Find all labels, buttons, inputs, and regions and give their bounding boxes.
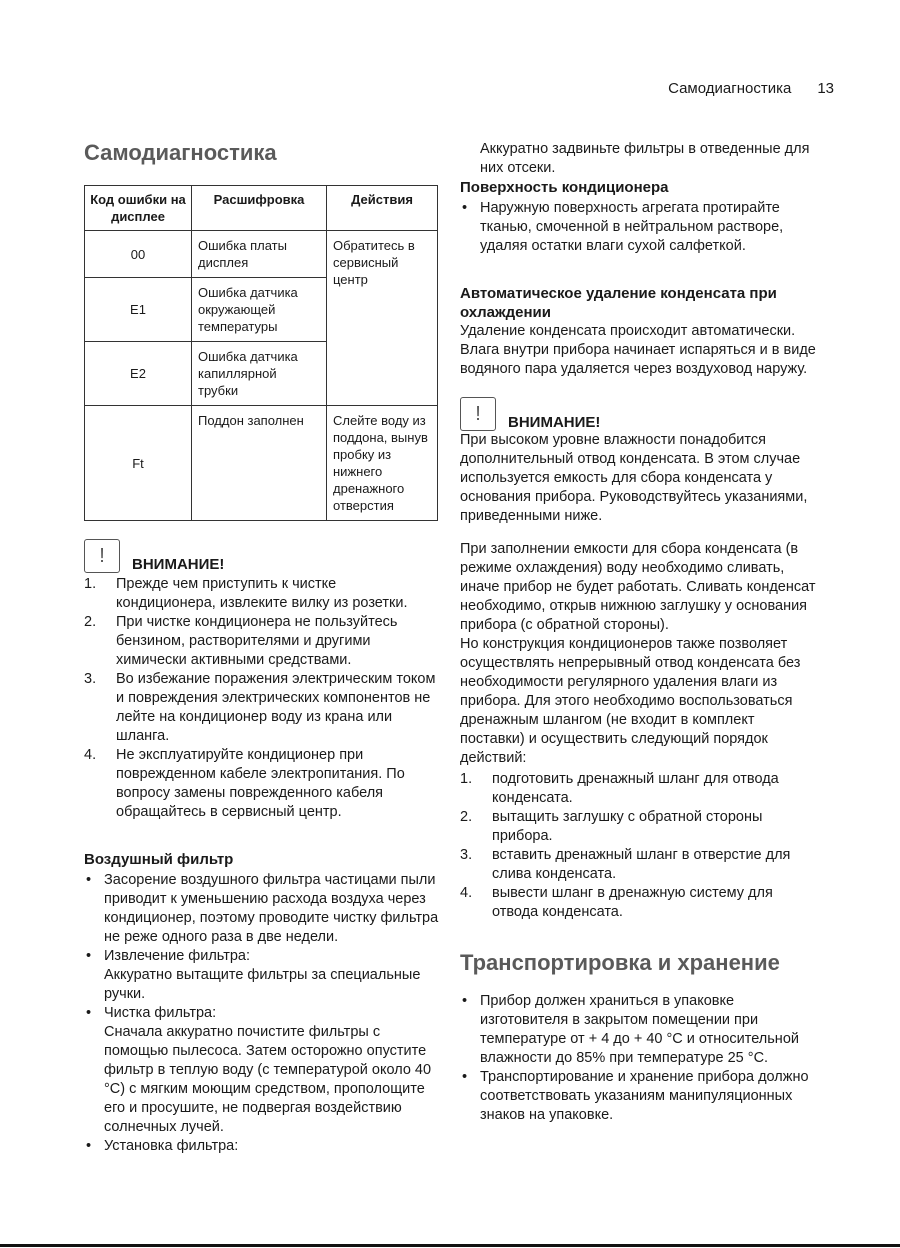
drain-steps-list <box>460 770 820 922</box>
list-item: • Установка фильтра: <box>86 1138 239 1154</box>
bullet-icon: • <box>86 1138 92 1154</box>
list-item: • Наружную поверхность агрегата протирайте тканью, смоченной в нейтральном растворе, удаляя остатки влаги сухой салфеткой. <box>462 200 784 254</box>
error-description: Ошибка датчика окружающей температуры <box>192 278 327 342</box>
page-number: 13 <box>817 80 834 97</box>
surface-title: Поверхность кондиционера <box>460 179 669 196</box>
section-title-self-diagnostics: Самодиагностика <box>84 140 277 165</box>
column-header-actions: Действия <box>327 186 438 231</box>
warning-heading <box>460 397 820 431</box>
filter-install-text: Аккуратно задвиньте фильтры в отведенные для них отсеки. <box>480 141 810 176</box>
bullet-icon: • <box>86 872 92 888</box>
error-description: Ошибка датчика капиллярной трубки <box>192 342 327 406</box>
condensate-title: Автоматическое удаление конденсата при охлаждении <box>460 285 777 321</box>
list-item: 3. вставить дренажный шланг в отверстие для слива конденсата. <box>460 847 791 882</box>
list-item: 3. Во избежание поражения электрическим током и повреждения электрических компонентов не лейте на кондиционер воду из крана или шланга. <box>84 671 436 744</box>
table-header-row <box>85 186 438 231</box>
surface-list <box>460 199 820 256</box>
left-column <box>84 140 440 1156</box>
list-item: 1. подготовить дренажный шланг для отвода конденсата. <box>460 771 779 806</box>
column-header-code: Код ошибки на дисплее <box>85 186 192 231</box>
bullet-icon: • <box>462 993 468 1009</box>
section-title-transport: Транспортировка и хранение <box>460 950 780 975</box>
error-action: Обратитесь в сервисный центр <box>327 231 438 406</box>
bullet-icon: • <box>462 1069 468 1085</box>
list-item: 4. Не эксплуатируйте кондиционер при поврежденном кабеле электропитания. По вопросу замены поврежденного кабеля обращайтесь в сервисный центр. <box>84 747 405 820</box>
table-row <box>85 406 438 521</box>
warning-heading <box>84 539 440 573</box>
warning-title: ВНИМАНИЕ! <box>508 414 601 431</box>
exclamation-box-icon: ! <box>84 539 120 573</box>
bottom-rule <box>0 1244 900 1247</box>
warning-list <box>84 575 440 822</box>
paragraph: При заполнении емкости для сбора конденсата (в режиме охлаждения) воду необходимо сливать, иначе прибор не будет работать. Сливать конденсат необходимо, открыв нижнюю заглушку у основания прибора (с обратной стороны). <box>460 541 816 633</box>
table-row <box>85 231 438 278</box>
list-item: 4. вывести шланг в дренажную систему для отвода конденсата. <box>460 885 773 920</box>
header-section: Самодиагностика <box>668 80 792 97</box>
error-code: 00 <box>85 231 192 278</box>
warning-text: При высоком уровне влажности понадобится дополнительный отвод конденсата. В этом случае используется емкость для сбора конденсата у основания прибора. Руководствуйтесь указаниями, приведенными ниже. <box>460 432 808 524</box>
error-description: Поддон заполнен <box>192 406 327 521</box>
error-code-table <box>84 185 438 521</box>
list-item: 2. При чистке кондиционера не пользуйтесь бензином, растворителями и другими химически активными средствами. <box>84 614 398 668</box>
column-header-description: Расшифровка <box>192 186 327 231</box>
paragraph: Но конструкция кондиционеров также позволяет осуществлять непрерывный отвод конденсата без необходимости регулярного удаления влаги из прибора. Для этого необходимо воспользоваться дренажным шлангом (не входит в комплект поставки) и осуществить следующий порядок действий: <box>460 636 801 766</box>
list-item: • Чистка фильтра: Сначала аккуратно почистите фильтры с помощью пылесоса. Затем осторожно опустите фильтр в теплую воду (с температурой около 40 °C) с мягким моющим средством, прополощите его и просушите, не подвергая воздействию солнечных лучей. <box>86 1005 432 1135</box>
running-header <box>668 80 834 97</box>
condensate-text: Удаление конденсата происходит автоматически. Влага внутри прибора начинает испаряться и в виде водяного пара удаляется через воздуховод наружу. <box>460 323 816 377</box>
error-action: Слейте воду из поддона, вынув пробку из нижнего дренажного отверстия <box>327 406 438 521</box>
list-item: • Извлечение фильтра: Аккуратно вытащите фильтры за специальные ручки. <box>86 948 421 1002</box>
air-filter-title: Воздушный фильтр <box>84 851 234 868</box>
list-item: • Засорение воздушного фильтра частицами пыли приводит к уменьшению расхода воздуха через кондиционер, поэтому проводите чистку фильтра не реже одного раза в две недели. <box>86 872 439 945</box>
air-filter-list <box>84 871 440 1156</box>
error-code: E1 <box>85 278 192 342</box>
bullet-icon: • <box>86 1005 92 1021</box>
list-item: • Транспортирование и хранение прибора должно соответствовать указаниям манипуляционных знаков на упаковке. <box>462 1069 809 1123</box>
bullet-icon: • <box>86 948 92 964</box>
right-column <box>460 140 820 1125</box>
error-description: Ошибка платы дисплея <box>192 231 327 278</box>
list-item: 1. Прежде чем приступить к чистке кондиционера, извлеките вилку из розетки. <box>84 576 408 611</box>
bullet-icon: • <box>462 200 468 216</box>
list-item: 2. вытащить заглушку с обратной стороны прибора. <box>460 809 763 844</box>
transport-list <box>460 992 820 1125</box>
error-code: Ft <box>85 406 192 521</box>
warning-title: ВНИМАНИЕ! <box>132 556 225 573</box>
error-code: E2 <box>85 342 192 406</box>
list-item: • Прибор должен храниться в упаковке изготовителя в закрытом помещении при температуре от + 4 до + 40 °C и относительной влажности до 85% при температуре 25 °C. <box>462 993 799 1066</box>
exclamation-box-icon: ! <box>460 397 496 431</box>
